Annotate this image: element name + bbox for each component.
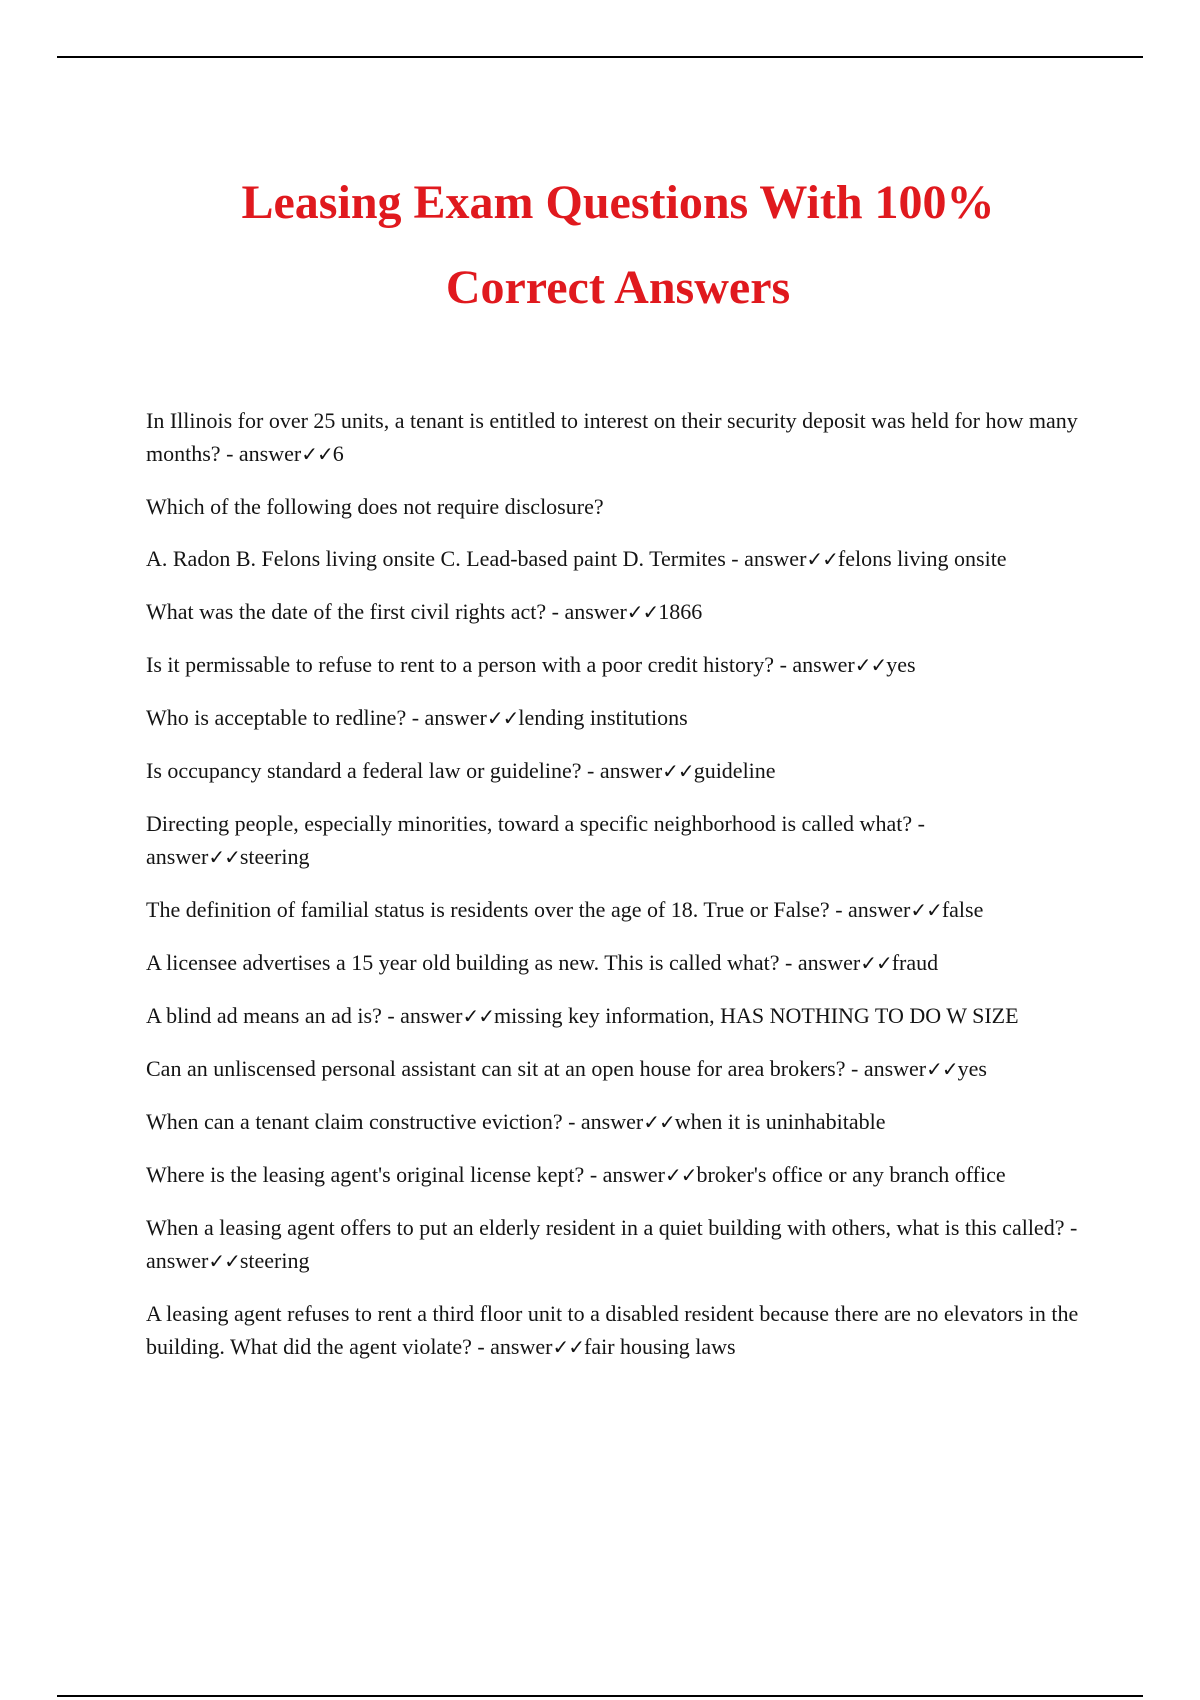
title-line-1: Leasing Exam Questions With 100% [241, 176, 995, 229]
answer-prefix: - answer [471, 1334, 553, 1359]
answer-text: fair housing laws [584, 1334, 736, 1359]
answer-text: when it is uninhabitable [674, 1109, 886, 1134]
answer-text: false [941, 897, 984, 922]
answer-text: guideline [693, 758, 776, 783]
answer-prefix: - answer [779, 950, 861, 975]
check-icon: ✓✓ [462, 1004, 494, 1028]
question-text: What was the date of the first civil rights act? [146, 599, 547, 624]
answer-prefix: - answer [562, 1109, 644, 1134]
question-text: The definition of familial status is residents over the age of 18. True or False? [146, 897, 830, 922]
check-icon: ✓✓ [301, 442, 333, 466]
question-text: A blind ad means an ad is? [146, 1003, 382, 1028]
answer-prefix: - answer [546, 599, 627, 624]
qa-item [146, 754, 1086, 788]
qa-item [146, 701, 1086, 735]
answer-text: yes [886, 652, 916, 677]
answer-text: lending institutions [518, 705, 688, 730]
question-answer-list [146, 404, 1086, 1383]
qa-item [146, 1211, 1086, 1278]
answer-text: 1866 [658, 599, 703, 624]
answer-prefix: - answer [146, 811, 925, 869]
check-icon: ✓✓ [626, 600, 659, 624]
bottom-rule [57, 1695, 1143, 1697]
question-text: Is it permissable to refuse to rent to a person with a poor credit history? [146, 652, 775, 677]
question-text: Can an unliscensed personal assistant can sit at an open house for area brokers? [146, 1056, 846, 1081]
check-icon: ✓✓ [664, 1163, 697, 1187]
question-text: A leasing agent refuses to rent a third floor unit to a disabled resident because there are no elevators in the building. What did the agent violate? [146, 1301, 1079, 1359]
answer-text: steering [239, 844, 310, 869]
check-icon: ✓✓ [926, 1057, 958, 1081]
question-text: Directing people, especially minorities, toward a specific neighborhood is called what? [146, 811, 913, 836]
question-text: A. Radon B. Felons living onsite C. Lead-based paint D. Termites [146, 546, 726, 571]
check-icon: ✓✓ [486, 706, 519, 730]
answer-prefix: - answer [584, 1162, 665, 1187]
qa-item [146, 807, 1086, 874]
answer-text: steering [239, 1248, 310, 1273]
question-text: Who is acceptable to redline? [146, 705, 407, 730]
answer-prefix: - answer [845, 1056, 927, 1081]
qa-item [146, 1158, 1086, 1192]
qa-item [146, 946, 1086, 980]
answer-prefix: - answer [146, 1215, 1078, 1273]
answer-text: 6 [332, 441, 344, 466]
answer-prefix: - answer [829, 897, 911, 922]
top-rule [57, 56, 1143, 58]
qa-item [146, 1105, 1086, 1139]
answer-text: fraud [891, 950, 939, 975]
answer-prefix: - answer [220, 441, 302, 466]
qa-item [146, 648, 1086, 682]
check-icon: ✓✓ [552, 1335, 584, 1359]
answer-prefix: - answer [406, 705, 487, 730]
check-icon: ✓✓ [910, 898, 942, 922]
check-icon: ✓✓ [860, 951, 892, 975]
question-text: Which of the following does not require disclosure? [146, 494, 604, 519]
qa-item [146, 893, 1086, 927]
answer-text: broker's office or any branch office [696, 1162, 1006, 1187]
answer-text: felons living onsite [837, 546, 1007, 571]
check-icon: ✓✓ [806, 547, 838, 571]
document-title [150, 160, 1086, 330]
question-text: In Illinois for over 25 units, a tenant is entitled to interest on their security deposit was held for how many months? [146, 408, 1078, 466]
qa-item [146, 595, 1086, 629]
check-icon: ✓✓ [208, 1249, 240, 1273]
question-text: Where is the leasing agent's original license kept? [146, 1162, 585, 1187]
qa-item [146, 1052, 1086, 1086]
answer-prefix: - answer [581, 758, 663, 783]
qa-item [146, 490, 1086, 523]
check-icon: ✓✓ [643, 1110, 675, 1134]
qa-item [146, 542, 1086, 576]
answer-prefix: - answer [774, 652, 855, 677]
check-icon: ✓✓ [854, 653, 887, 677]
answer-text: missing key information, HAS NOTHING TO DO W SIZE [494, 1003, 1019, 1028]
answer-prefix: - answer [725, 546, 807, 571]
check-icon: ✓✓ [662, 759, 694, 783]
question-text: When a leasing agent offers to put an elderly resident in a quiet building with others, what is this called? [146, 1215, 1065, 1240]
qa-item [146, 999, 1086, 1033]
question-text: A licensee advertises a 15 year old building as new. This is called what? [146, 950, 780, 975]
answer-prefix: - answer [381, 1003, 463, 1028]
check-icon: ✓✓ [208, 845, 240, 869]
question-text: Is occupancy standard a federal law or guideline? [146, 758, 582, 783]
title-line-2: Correct Answers [445, 261, 791, 314]
qa-item [146, 404, 1086, 471]
question-text: When can a tenant claim constructive eviction? [146, 1109, 563, 1134]
answer-text: yes [957, 1056, 987, 1081]
qa-item [146, 1297, 1086, 1364]
